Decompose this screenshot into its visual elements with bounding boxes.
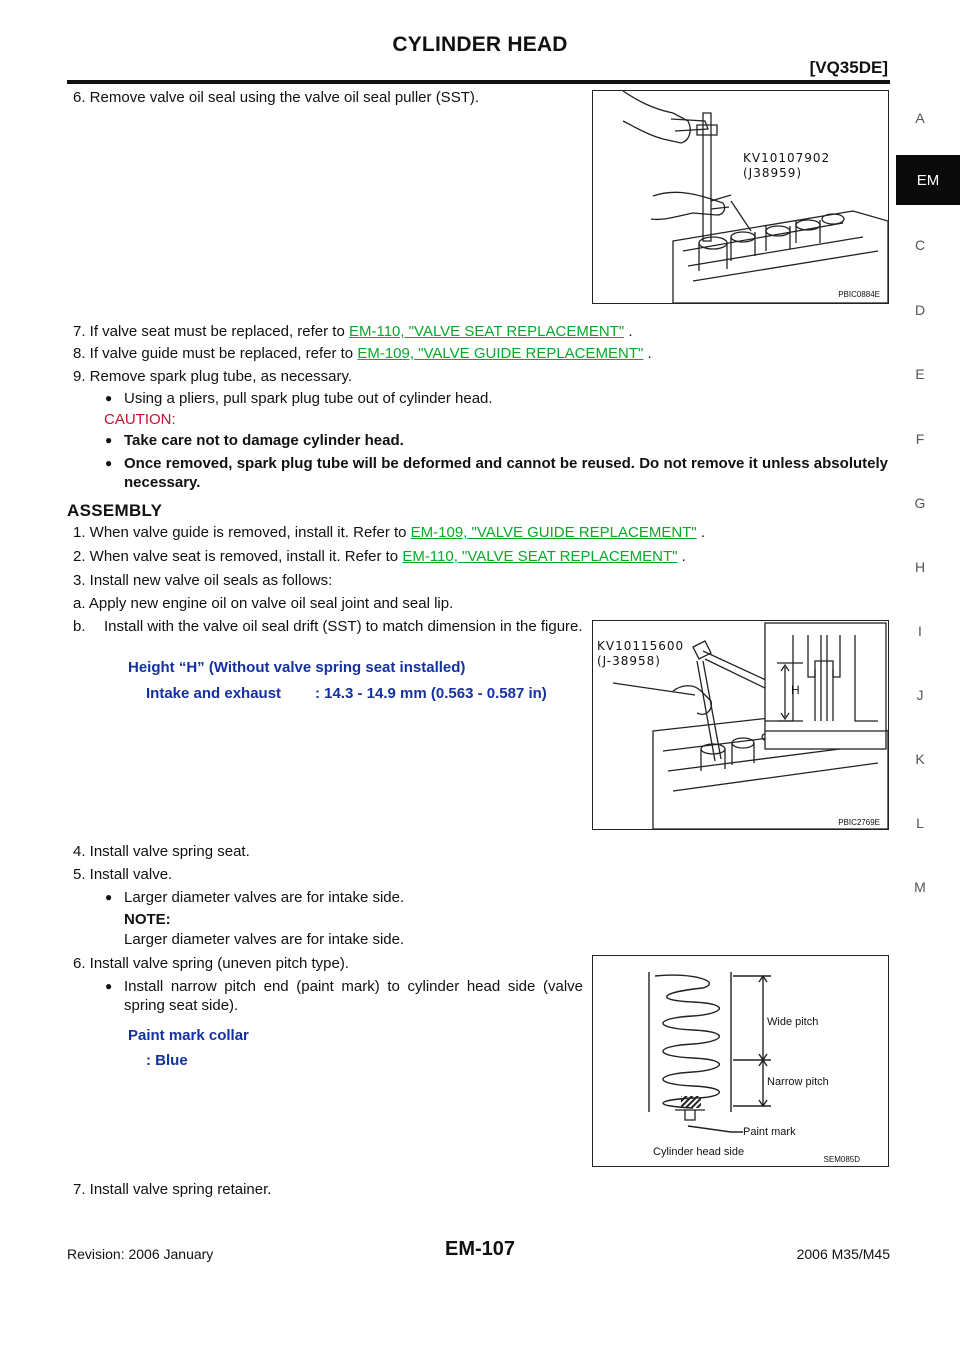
figure2-code: PBIC2769E <box>838 818 880 827</box>
side-tab-k[interactable]: K <box>915 751 925 767</box>
removal-step-9: 9. Remove spark plug tube, as necessary. <box>73 368 353 385</box>
side-tab-d[interactable]: D <box>914 302 926 318</box>
removal-step-8 <box>73 344 652 363</box>
figure3-narrow-pitch-label: Narrow pitch <box>767 1076 829 1088</box>
assembly-step-3: 3. Install new valve oil seals as follows: <box>73 572 333 589</box>
removal-step-8-tail: . <box>643 345 652 362</box>
assembly-step-2-tail: . <box>677 548 686 565</box>
assembly-step-1 <box>73 523 705 542</box>
figure3-code: SEM085D <box>823 1155 860 1164</box>
assembly-step-2 <box>73 547 686 566</box>
figure2-tool-number: KV10115600 <box>597 639 685 653</box>
figure-valve-spring-pitch <box>592 955 889 1167</box>
footer-revision: Revision: 2006 January <box>67 1246 214 1262</box>
removal-step-8-text: 8. If valve guide must be replaced, refer to <box>73 345 358 362</box>
figure1-tool-label <box>743 151 830 181</box>
removal-step-7-tail: . <box>624 323 633 340</box>
spec-label: Intake and exhaust <box>146 685 282 702</box>
side-tab-em[interactable]: EM <box>896 155 960 205</box>
side-tab-h[interactable]: H <box>914 559 926 575</box>
bullet-icon: ● <box>105 433 113 447</box>
side-tab-g[interactable]: G <box>914 495 926 511</box>
caution-item-2: Once removed, spark plug tube will be deformed and cannot be reused. Do not remove it unless absolutely necessary. <box>124 455 888 491</box>
assembly-step-1-tail: . <box>696 524 706 541</box>
removal-step-7-text: 7. If valve seat must be replaced, refer to <box>73 323 349 340</box>
side-tab-f[interactable]: F <box>915 431 925 447</box>
bullet-icon: ● <box>105 979 113 993</box>
assembly-step-4: 4. Install valve spring seat. <box>73 843 250 860</box>
link-valve-seat-replacement[interactable]: EM-110, "VALVE SEAT REPLACEMENT" <box>348 323 625 340</box>
removal-step-7 <box>73 322 633 341</box>
assembly-step-6-bullet: Install narrow pitch end (paint mark) to cylinder head side (valve spring seat side). <box>124 978 583 1014</box>
side-tab-j[interactable]: J <box>916 687 924 703</box>
link-valve-seat-replacement[interactable]: EM-110, "VALVE SEAT REPLACEMENT" <box>402 548 678 565</box>
assembly-step-3b: Install with the valve oil seal drift (SST) to match dimension in the figure. <box>104 618 583 635</box>
figure3-cylinder-head-side-label: Cylinder head side <box>653 1146 745 1158</box>
footer-model: 2006 M35/M45 <box>796 1246 890 1262</box>
note-label: NOTE: <box>124 911 171 928</box>
assembly-step-5-bullet: Larger diameter valves are for intake side. <box>124 889 405 906</box>
assembly-step-7: 7. Install valve spring retainer. <box>73 1181 272 1198</box>
paint-mark-value: : Blue <box>146 1052 188 1069</box>
page-number: EM-107 <box>444 1238 516 1260</box>
link-valve-guide-replacement[interactable]: EM-109, "VALVE GUIDE REPLACEMENT" <box>357 345 644 362</box>
assembly-step-6: 6. Install valve spring (uneven pitch type). <box>73 955 349 972</box>
spec-value: : 14.3 - 14.9 mm (0.563 - 0.587 in) <box>315 685 547 702</box>
bullet-icon: ● <box>105 890 113 904</box>
assembly-step-2-text: 2. When valve seat is removed, install it. Refer to <box>73 548 403 565</box>
figure1-tool-number: KV10107902 <box>743 151 831 165</box>
removal-step-9-bullet: Using a pliers, pull spark plug tube out of cylinder head. <box>124 390 493 407</box>
assembly-step-3a: a. Apply new engine oil on valve oil seal joint and seal lip. <box>73 595 454 612</box>
figure1-tool-alt: (J38959) <box>743 166 803 180</box>
header-rule <box>67 80 890 84</box>
figure3-wide-pitch-label: Wide pitch <box>767 1016 819 1028</box>
side-tab-a[interactable]: A <box>915 110 925 126</box>
assembly-heading: ASSEMBLY <box>67 501 163 520</box>
side-tab-l[interactable]: L <box>916 815 924 831</box>
figure-valve-oil-seal-puller <box>592 90 889 304</box>
spec-title: Height “H” (Without valve spring seat installed) <box>128 659 466 676</box>
side-tab-e[interactable]: E <box>915 366 925 382</box>
side-tab-c[interactable]: C <box>914 237 926 253</box>
figure2-dimension-label: H <box>791 683 800 697</box>
assembly-step-5: 5. Install valve. <box>73 866 173 883</box>
caution-label: CAUTION: <box>104 411 176 428</box>
figure2-tool-alt: (J-38958) <box>597 654 661 668</box>
figure3-paint-mark-label: Paint mark <box>743 1126 796 1138</box>
page-title: CYLINDER HEAD <box>392 33 568 56</box>
engine-model-label: [VQ35DE] <box>809 58 888 77</box>
assembly-step-1-text: 1. When valve guide is removed, install it. Refer to <box>73 524 411 541</box>
removal-step-6: 6. Remove valve oil seal using the valve oil seal puller (SST). <box>73 89 480 106</box>
figure2-tool-label <box>597 639 684 669</box>
note-text: Larger diameter valves are for intake side. <box>124 931 405 948</box>
bullet-icon: ● <box>105 456 113 470</box>
link-valve-guide-replacement[interactable]: EM-109, "VALVE GUIDE REPLACEMENT" <box>410 524 697 541</box>
side-tab-m[interactable]: M <box>914 879 926 895</box>
assembly-step-3b-number: b. <box>73 618 86 635</box>
figure1-code: PBIC0884E <box>838 290 880 299</box>
figure-valve-oil-seal-drift <box>592 620 889 830</box>
side-tab-i[interactable]: I <box>918 623 922 639</box>
caution-item-1: Take care not to damage cylinder head. <box>124 432 404 449</box>
bullet-icon: ● <box>105 391 113 405</box>
paint-mark-title: Paint mark collar <box>128 1027 249 1044</box>
